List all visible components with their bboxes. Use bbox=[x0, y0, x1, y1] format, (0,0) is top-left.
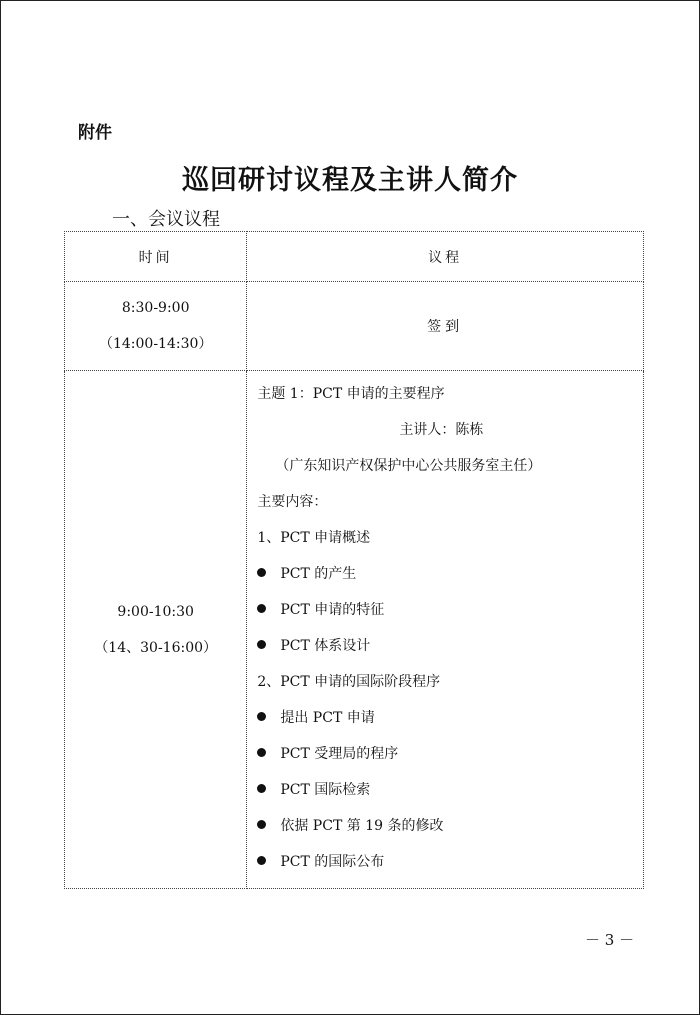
list-item-text: PCT 体系设计 bbox=[280, 638, 371, 654]
bullet-icon bbox=[257, 784, 266, 793]
time-afternoon: （14:00-14:30） bbox=[98, 336, 213, 352]
topic-title: 主题 1：PCT 申请的主要程序 bbox=[257, 386, 445, 402]
section-1-heading: 1、PCT 申请概述 bbox=[257, 530, 371, 546]
list-item-text: 依据 PCT 第 19 条的修改 bbox=[280, 818, 444, 834]
bullet-icon bbox=[257, 640, 266, 649]
list-item bbox=[257, 560, 643, 596]
table-row bbox=[65, 371, 644, 889]
table-header-row bbox=[65, 232, 644, 282]
document-title: 巡回研讨议程及主讲人简介 bbox=[182, 165, 518, 196]
list-item-text: PCT 国际检索 bbox=[280, 782, 371, 798]
list-item bbox=[257, 704, 643, 740]
list-item-text: PCT 的国际公布 bbox=[280, 854, 385, 870]
agenda-content-cell bbox=[247, 371, 644, 889]
page-number: － 3 － bbox=[585, 931, 635, 949]
section-2-heading: 2、PCT 申请的国际阶段程序 bbox=[257, 674, 441, 690]
header-agenda: 议程 bbox=[247, 232, 644, 282]
agenda-signin: 签到 bbox=[247, 282, 644, 371]
header-time: 时间 bbox=[65, 232, 247, 282]
time-morning: 9:00-10:30 bbox=[117, 603, 194, 620]
bullet-icon bbox=[257, 604, 266, 613]
bullet-icon bbox=[257, 856, 266, 865]
agenda-table bbox=[64, 231, 644, 889]
list-item bbox=[257, 596, 643, 632]
section-heading: 一、会议议程 bbox=[112, 209, 220, 230]
time-cell bbox=[65, 282, 247, 371]
list-item bbox=[257, 776, 643, 812]
table-row bbox=[65, 282, 644, 371]
time-cell bbox=[65, 371, 247, 889]
list-item bbox=[257, 812, 643, 848]
bullet-icon bbox=[257, 712, 266, 721]
bullet-icon bbox=[257, 820, 266, 829]
list-item-text: PCT 的产生 bbox=[280, 566, 357, 582]
list-item-text: PCT 申请的特征 bbox=[280, 602, 385, 618]
bullet-icon bbox=[257, 748, 266, 757]
speaker-name: 主讲人：陈栋 bbox=[399, 422, 484, 438]
list-item bbox=[257, 848, 643, 884]
attachment-label: 附件 bbox=[78, 123, 112, 143]
list-item bbox=[257, 740, 643, 776]
bullet-icon bbox=[257, 568, 266, 577]
speaker-affiliation: （广东知识产权保护中心公共服务室主任） bbox=[275, 458, 542, 474]
content-label: 主要内容： bbox=[257, 494, 328, 510]
list-item-text: 提出 PCT 申请 bbox=[280, 710, 375, 726]
list-item-text: PCT 受理局的程序 bbox=[280, 746, 399, 762]
list-item bbox=[257, 632, 643, 668]
time-afternoon: （14、30-16:00） bbox=[94, 639, 218, 656]
time-morning: 8:30-9:00 bbox=[121, 300, 190, 316]
